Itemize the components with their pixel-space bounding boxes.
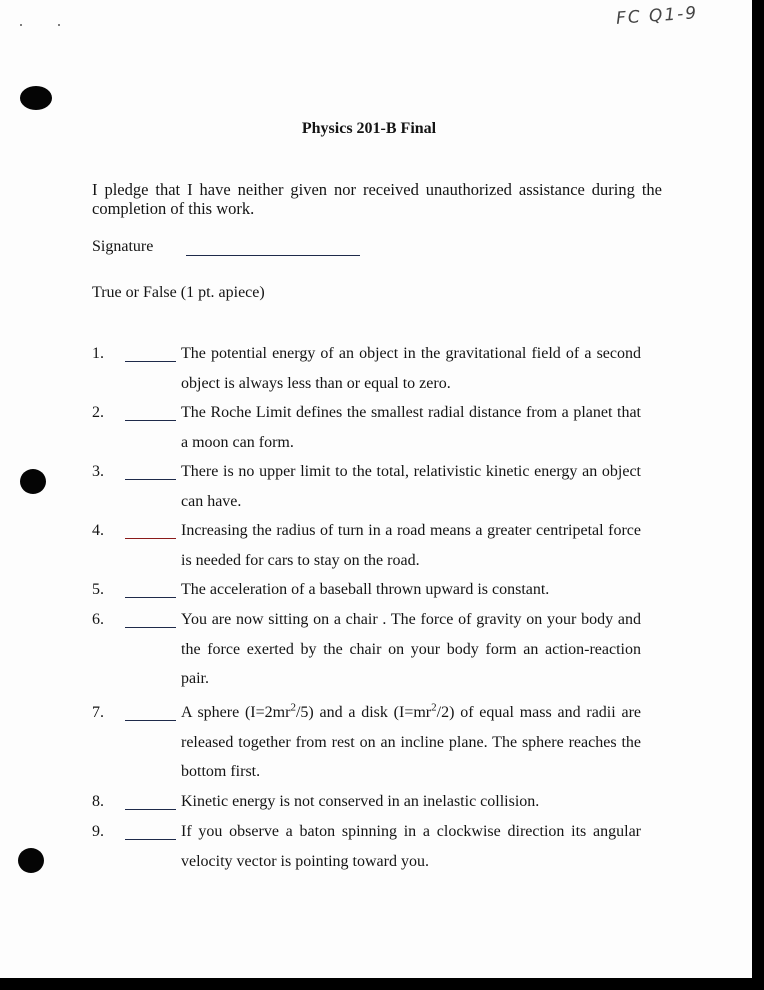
question-text-part: /2) of equal mass and radii are released together from rest on an incline plane. The sphere reaches the bottom first. <box>181 704 641 780</box>
answer-blank[interactable] <box>125 361 176 362</box>
punch-hole <box>20 86 52 110</box>
question-number: 4. <box>92 522 104 539</box>
question-number: 2. <box>92 404 104 421</box>
question-text-part: /5) and a disk (I=mr <box>295 704 432 721</box>
answer-blank[interactable] <box>125 420 176 421</box>
question-number: 6. <box>92 611 104 628</box>
question-text: Kinetic energy is not conserved in an inelastic collision. <box>181 793 540 810</box>
question-number: 1. <box>92 345 104 362</box>
answer-blank[interactable] <box>125 538 176 539</box>
question-number: 7. <box>92 704 104 721</box>
question-number: 8. <box>92 793 104 810</box>
question-text: The acceleration of a baseball thrown upward is constant. <box>181 581 550 598</box>
question-text <box>181 698 641 787</box>
punch-hole <box>18 848 44 873</box>
question-number: 5. <box>92 581 104 598</box>
answer-blank[interactable] <box>125 479 176 480</box>
scan-speck <box>20 24 22 26</box>
scan-speck <box>58 24 60 26</box>
honor-pledge: I pledge that I have neither given nor received unauthorized assistance during the completion of this work. <box>92 180 662 218</box>
answer-blank[interactable] <box>125 597 176 598</box>
question-text: If you observe a baton spinning in a clockwise direction its angular velocity vector is pointing toward you. <box>181 823 641 870</box>
question-number: 9. <box>92 823 104 840</box>
punch-hole <box>20 469 46 494</box>
answer-blank[interactable] <box>125 627 176 628</box>
signature-label: Signature <box>92 238 154 255</box>
answer-blank[interactable] <box>125 720 176 721</box>
answer-blank[interactable] <box>125 809 176 810</box>
answer-blank[interactable] <box>125 839 176 840</box>
question-text: The Roche Limit defines the smallest radial distance from a planet that a moon can form. <box>181 404 641 451</box>
question-text: The potential energy of an object in the gravitational field of a second object is always less than or equal to zero. <box>181 345 641 392</box>
question-text: Increasing the radius of turn in a road means a greater centripetal force is needed for cars to stay on the road. <box>181 522 641 569</box>
question-text-part: A sphere (I=2mr <box>181 704 291 721</box>
section-heading: True or False (1 pt. apiece) <box>92 284 265 301</box>
handwritten-note: FC Q1-9 <box>615 3 699 29</box>
question-text: You are now sitting on a chair . The force of gravity on your body and the force exerted by the chair on your body form an action-reaction pair. <box>181 611 641 687</box>
question-number: 3. <box>92 463 104 480</box>
exponent: 2 <box>431 701 437 714</box>
exponent: 2 <box>290 701 296 714</box>
exam-title: Physics 201-B Final <box>301 120 437 137</box>
signature-line[interactable] <box>186 255 360 256</box>
question-text: There is no upper limit to the total, relativistic kinetic energy an object can have. <box>181 463 641 510</box>
